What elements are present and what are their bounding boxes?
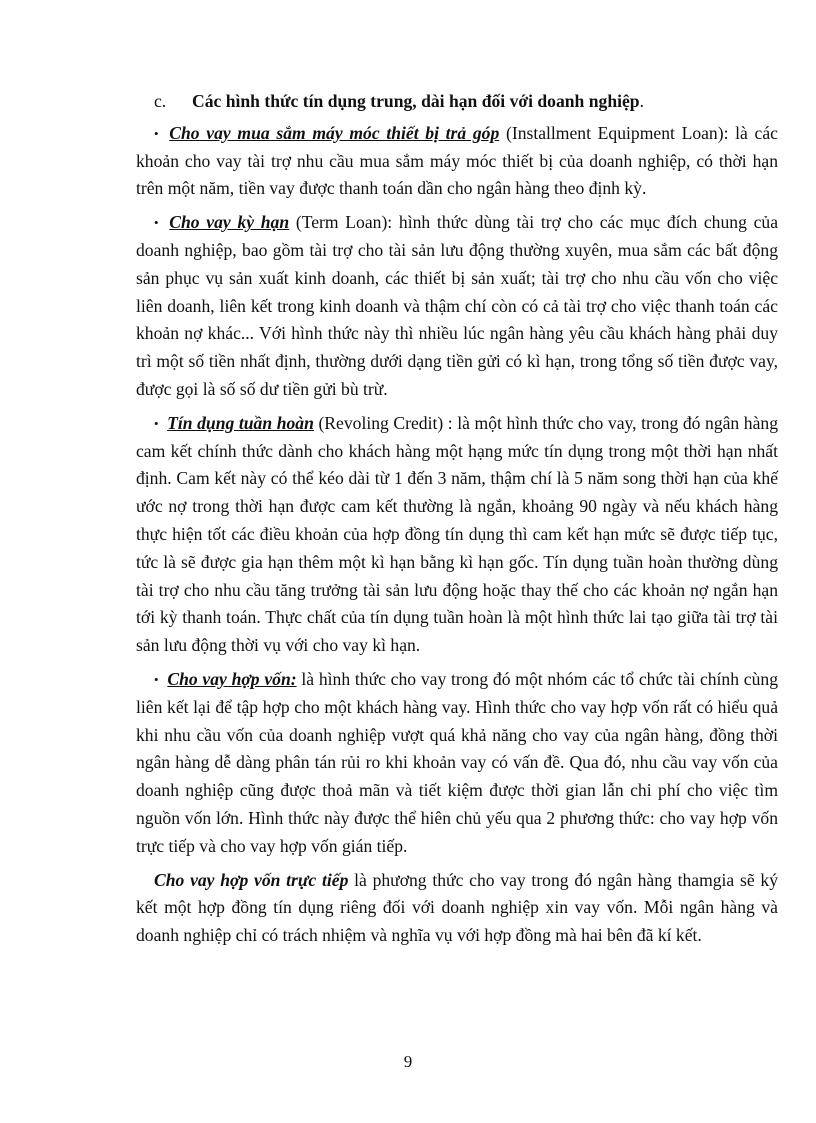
- section-heading: [136, 88, 778, 116]
- paragraph-direct-syndicated-loan: [136, 867, 778, 950]
- page-number: 9: [403, 1052, 413, 1071]
- bullet-paragraph-revolving-credit: [136, 410, 778, 660]
- section-title-end: .: [639, 91, 644, 111]
- body-term-loan: (Term Loan): hình thức dùng tài trợ cho các mục đích chung của doanh nghiệp, bao gồm tài trợ cho tài sản lưu động thường xuyên, mua sắm các bất động sản phục vụ sản xuất kinh doanh, các thiết bị sản xuất; tài trợ cho nhu cầu vốn cho việc liên doanh, liên kết trong kinh doanh và thậm chí còn có cả tài trợ cho việc thanh toán các khoản nợ khác... Với hình thức này thì nhiều lúc ngân hàng yêu cầu khách hàng phải duy trì một số tiền nhất định, thường dưới dạng tiền gửi có kì hạn, trong tổng số tiền được vay, được gọi là số số dư tiền gửi bù trừ.: [136, 212, 778, 399]
- bullet-icon: •: [154, 671, 159, 687]
- bullet-paragraph-term-loan: [136, 209, 778, 404]
- body-installment-loan: (Installment Equipment Loan): là các khoản cho vay tài trợ nhu cầu mua sắm máy móc thiết bị của doanh nghiệp, có thời hạn trên một năm, tiền vay được thanh toán dần cho ngân hàng theo định kỳ.: [136, 122, 778, 199]
- body-revolving-credit: (Revoling Credit) : là một hình thức cho vay, trong đó ngân hàng cam kết chính thức dành cho khách hàng một hạng mức tín dụng trong một thời hạn nhất định. Cam kết này có thể kéo dài từ 1 đến 3 năm, thậm chí là 5 năm song thời hạn của khế ước nợ trong thời hạn được cam kết thường là ngắn, khoảng 90 ngày và nếu khách hàng thực hiện tốt các điều khoản của hợp đồng tín dụng thì cam kết hạn mức sẽ được tiếp tục, tức là sẽ được gia hạn thêm một kì hạn bằng kì hạn gốc. Tín dụng tuần hoàn thường dùng tài trợ cho nhu cầu tăng trưởng tài sản lưu động hoặc thay thế cho các khoản nợ ngắn hạn tới kỳ thanh toán. Thực chất của tín dụng tuần hoàn là một hình thức lai tạo giữa tài trợ tài sản lưu động thời vụ với cho vay kì hạn.: [136, 412, 778, 656]
- document-page: [136, 88, 778, 956]
- bullet-icon: •: [154, 415, 159, 431]
- term-term-loan: Cho vay kỳ hạn: [169, 212, 290, 233]
- term-syndicated-loan: Cho vay hợp vốn:: [167, 668, 297, 689]
- term-installment-loan: Cho vay mua sắm máy móc thiết bị trả góp: [169, 122, 500, 143]
- body-syndicated-loan: là hình thức cho vay trong đó một nhóm các tổ chức tài chính cùng liên kết lại để tập hợp cho một khách hàng vay. Hình thức cho vay hợp vốn rất có hiểu quả khi nhu cầu vốn của doanh nghiệp vượt quá khả năng cho vay của ngân hàng, đồng thời ngân hàng dễ dàng phân tán rủi ro khi khoản vay có vấn đề. Qua đó, nhu cầu vay vốn của doanh nghiệp cũng được thoả mãn và tiết kiệm được thời gian lẫn chi phí cho việc tìm nguồn vốn lớn. Hình thức này được thể hiên chủ yếu qua 2 phương thức: cho vay hợp vốn trực tiếp và cho vay hợp vốn gián tiếp.: [136, 668, 778, 856]
- section-title: Các hình thức tín dụng trung, dài hạn đối với doanh nghiệp: [192, 91, 640, 111]
- bullet-icon: •: [154, 125, 159, 141]
- bullet-icon: •: [154, 215, 159, 231]
- section-letter: c.: [154, 91, 167, 111]
- bullet-paragraph-syndicated-loan: [136, 666, 778, 861]
- term-revolving-credit: Tín dụng tuần hoàn: [167, 412, 314, 433]
- term-direct-syndicated-loan: Cho vay hợp vốn trực tiếp: [154, 869, 349, 890]
- body-direct-syndicated-loan: là phương thức cho vay trong đó ngân hàng thamgia sẽ ký kết một hợp đồng tín dụng riêng đối với doanh nghiệp xin vay vốn. Mỗi ngân hàng và doanh nghiệp chỉ có trách nhiệm và nghĩa vụ với hợp đồng mà hai bên đã kí kết.: [136, 869, 778, 946]
- bullet-paragraph-installment-loan: [136, 120, 778, 203]
